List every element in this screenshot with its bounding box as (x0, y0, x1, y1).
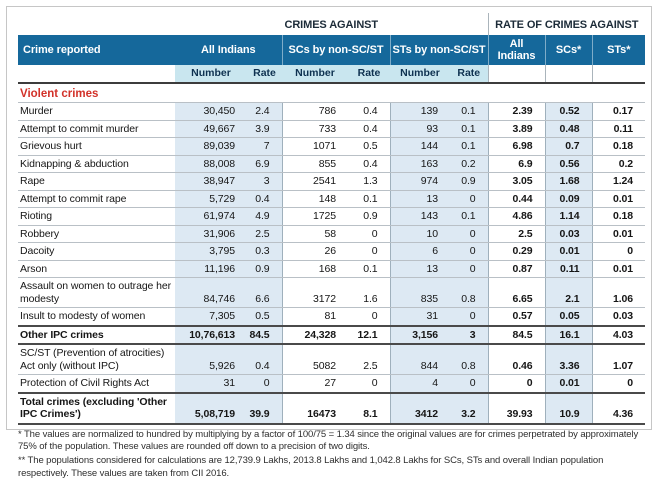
subheader-all-indians-number: Number (175, 65, 247, 83)
cell-rate-scs: 16.1 (545, 326, 592, 345)
footnote-normalization: * The values are normalized to hundred by multiplying by a factor of 100/75 = 1.34 since the original values are for crimes perpetrated by approximately 75% of the population. These values are rounded off down to a precision of two digits. (18, 428, 639, 452)
table-row (18, 208, 645, 226)
cell-rate-all-indians: 2.39 (488, 103, 545, 121)
cell-all-indians-number: 5,08,719 (175, 393, 247, 424)
cell-scs-rate: 2.5 (348, 344, 390, 375)
crime-statistics-table (18, 13, 645, 425)
page-frame (6, 6, 652, 479)
cell-scs-number: 1725 (282, 208, 348, 226)
cell-sts-number: 844 (390, 344, 450, 375)
cell-rate-sts: 0.18 (592, 138, 645, 156)
row-label: Attempt to commit murder (18, 120, 175, 138)
cell-rate-all-indians: 3.05 (488, 173, 545, 191)
cell-rate-all-indians: 39.93 (488, 393, 545, 424)
subheader-blank-rate-scs (545, 65, 592, 83)
cell-sts-number: 31 (390, 308, 450, 326)
cell-rate-sts: 1.24 (592, 173, 645, 191)
cell-all-indians-number: 30,450 (175, 103, 247, 121)
column-header-crime-reported: Crime reported (18, 35, 175, 65)
footnote-populations: ** The populations considered for calculations are 12,739.9 Lakhs, 2013.8 Lakhs and 1,042.8 Lakhs for SCs, STs and overall Indian population respectively. These values are taken from CII 2016. (18, 455, 604, 479)
cell-scs-number: 786 (282, 103, 348, 121)
cell-rate-all-indians: 0.87 (488, 260, 545, 278)
cell-sts-number: 4 (390, 375, 450, 393)
subheader-all-indians-rate: Rate (247, 65, 282, 83)
table-row (18, 225, 645, 243)
subheader-scs-number: Number (282, 65, 348, 83)
cell-scs-number: 26 (282, 243, 348, 261)
cell-rate-sts: 1.06 (592, 278, 645, 308)
cell-scs-number: 733 (282, 120, 348, 138)
cell-sts-rate: 0.1 (450, 208, 488, 226)
table-row (18, 120, 645, 138)
cell-sts-rate: 0.1 (450, 103, 488, 121)
cell-all-indians-rate: 84.5 (247, 326, 282, 345)
cell-scs-number: 27 (282, 375, 348, 393)
cell-sts-number: 3,156 (390, 326, 450, 345)
cell-rate-scs: 0.01 (545, 243, 592, 261)
cell-all-indians-rate: 0.4 (247, 344, 282, 375)
group-header-rate-of-crimes: RATE OF CRIMES AGAINST (488, 13, 645, 35)
cell-rate-sts: 0.01 (592, 260, 645, 278)
table-row (18, 308, 645, 326)
row-label: Other IPC crimes (18, 326, 175, 345)
cell-rate-scs: 0.56 (545, 155, 592, 173)
cell-rate-scs: 1.68 (545, 173, 592, 191)
cell-scs-rate: 0 (348, 225, 390, 243)
cell-scs-number: 58 (282, 225, 348, 243)
cell-scs-number: 168 (282, 260, 348, 278)
cell-all-indians-number: 5,729 (175, 190, 247, 208)
row-label: Kidnapping & abduction (18, 155, 175, 173)
cell-rate-sts: 4.36 (592, 393, 645, 424)
cell-rate-sts: 0.01 (592, 190, 645, 208)
cell-rate-all-indians: 6.9 (488, 155, 545, 173)
cell-rate-all-indians: 0.44 (488, 190, 545, 208)
cell-sts-rate: 3.2 (450, 393, 488, 424)
row-label: Rioting (18, 208, 175, 226)
table-body (18, 103, 645, 424)
cell-rate-all-indians: 84.5 (488, 326, 545, 345)
cell-all-indians-number: 88,008 (175, 155, 247, 173)
cell-rate-all-indians: 6.98 (488, 138, 545, 156)
cell-sts-rate: 0.8 (450, 278, 488, 308)
cell-scs-rate: 0.9 (348, 208, 390, 226)
cell-scs-rate: 0.4 (348, 103, 390, 121)
cell-sts-rate: 0 (450, 260, 488, 278)
cell-sts-number: 139 (390, 103, 450, 121)
cell-rate-sts: 1.07 (592, 344, 645, 375)
cell-rate-all-indians: 3.89 (488, 120, 545, 138)
table-row (18, 155, 645, 173)
row-label: Insult to modesty of women (18, 308, 175, 326)
cell-all-indians-rate: 6.6 (247, 278, 282, 308)
cell-rate-sts: 0 (592, 375, 645, 393)
cell-all-indians-number: 31 (175, 375, 247, 393)
cell-all-indians-rate: 0.9 (247, 260, 282, 278)
cell-scs-rate: 0.1 (348, 260, 390, 278)
cell-scs-rate: 0 (348, 375, 390, 393)
row-label: Protection of Civil Rights Act (18, 375, 175, 393)
cell-all-indians-number: 3,795 (175, 243, 247, 261)
cell-rate-sts: 0.2 (592, 155, 645, 173)
cell-all-indians-number: 89,039 (175, 138, 247, 156)
cell-all-indians-rate: 0.4 (247, 190, 282, 208)
cell-rate-sts: 0.17 (592, 103, 645, 121)
cell-rate-sts: 0.03 (592, 308, 645, 326)
cell-all-indians-rate: 0 (247, 375, 282, 393)
cell-sts-rate: 0.9 (450, 173, 488, 191)
cell-all-indians-rate: 39.9 (247, 393, 282, 424)
cell-scs-rate: 0.4 (348, 120, 390, 138)
cell-rate-scs: 0.7 (545, 138, 592, 156)
section-header-row (18, 83, 645, 103)
cell-scs-rate: 8.1 (348, 393, 390, 424)
cell-rate-scs: 2.1 (545, 278, 592, 308)
cell-sts-number: 974 (390, 173, 450, 191)
subheader-sts-rate: Rate (450, 65, 488, 83)
cell-all-indians-number: 10,76,613 (175, 326, 247, 345)
cell-sts-number: 144 (390, 138, 450, 156)
cell-scs-number: 855 (282, 155, 348, 173)
row-label: Rape (18, 173, 175, 191)
cell-all-indians-rate: 2.5 (247, 225, 282, 243)
table-row (18, 138, 645, 156)
cell-sts-number: 13 (390, 190, 450, 208)
cell-sts-rate: 0 (450, 190, 488, 208)
column-header-rate-all-indians: All Indians (488, 35, 545, 65)
row-label: Total crimes (excluding 'Other IPC Crimes') (18, 393, 175, 424)
table-row (18, 326, 645, 345)
cell-all-indians-rate: 4.9 (247, 208, 282, 226)
row-label: Murder (18, 103, 175, 121)
group-header-spacer (18, 13, 175, 35)
cell-all-indians-rate: 2.4 (247, 103, 282, 121)
subheader-blank-rate-sts (592, 65, 645, 83)
table-row (18, 260, 645, 278)
cell-scs-number: 1071 (282, 138, 348, 156)
cell-rate-scs: 0.03 (545, 225, 592, 243)
cell-rate-scs: 10.9 (545, 393, 592, 424)
cell-sts-number: 6 (390, 243, 450, 261)
cell-rate-scs: 3.36 (545, 344, 592, 375)
cell-scs-number: 3172 (282, 278, 348, 308)
cell-all-indians-rate: 0.5 (247, 308, 282, 326)
cell-sts-number: 143 (390, 208, 450, 226)
cell-all-indians-rate: 7 (247, 138, 282, 156)
cell-rate-sts: 0.11 (592, 120, 645, 138)
cell-all-indians-number: 61,974 (175, 208, 247, 226)
cell-rate-scs: 0.05 (545, 308, 592, 326)
cell-rate-scs: 0.11 (545, 260, 592, 278)
column-header-scs-by-non-scst: SCs by non-SC/ST (282, 35, 390, 65)
subheader-spacer (18, 65, 175, 83)
cell-rate-all-indians: 0 (488, 375, 545, 393)
cell-sts-rate: 3 (450, 326, 488, 345)
subheader-sts-number: Number (390, 65, 450, 83)
cell-scs-rate: 12.1 (348, 326, 390, 345)
column-header-sts-by-non-scst: STs by non-SC/ST (390, 35, 488, 65)
cell-rate-sts: 4.03 (592, 326, 645, 345)
subheader-scs-rate: Rate (348, 65, 390, 83)
row-label: Robbery (18, 225, 175, 243)
cell-scs-number: 5082 (282, 344, 348, 375)
cell-all-indians-rate: 3.9 (247, 120, 282, 138)
cell-scs-rate: 1.6 (348, 278, 390, 308)
table-row (18, 278, 645, 308)
cell-all-indians-number: 5,926 (175, 344, 247, 375)
cell-rate-scs: 0.52 (545, 103, 592, 121)
cell-scs-number: 24,328 (282, 326, 348, 345)
table-row (18, 393, 645, 424)
cell-all-indians-rate: 0.3 (247, 243, 282, 261)
cell-sts-rate: 0 (450, 225, 488, 243)
table-row (18, 190, 645, 208)
cell-rate-scs: 0.01 (545, 375, 592, 393)
column-header-rate-scs: SCs* (545, 35, 592, 65)
row-label: Arson (18, 260, 175, 278)
cell-rate-all-indians: 0.29 (488, 243, 545, 261)
column-header-all-indians: All Indians (175, 35, 282, 65)
cell-sts-rate: 0 (450, 375, 488, 393)
cell-rate-all-indians: 6.65 (488, 278, 545, 308)
cell-sts-number: 163 (390, 155, 450, 173)
cell-rate-sts: 0 (592, 243, 645, 261)
group-header-row (18, 13, 645, 35)
column-header-rate-sts: STs* (592, 35, 645, 65)
subheader-row (18, 65, 645, 83)
cell-rate-scs: 0.09 (545, 190, 592, 208)
column-header-row (18, 35, 645, 65)
row-label: Assault on women to outrage her modesty (18, 278, 175, 308)
cell-scs-rate: 0 (348, 308, 390, 326)
cell-scs-rate: 0 (348, 243, 390, 261)
subheader-blank-rate-all-indians (488, 65, 545, 83)
table-row (18, 375, 645, 393)
cell-rate-sts: 0.18 (592, 208, 645, 226)
row-label: Attempt to commit rape (18, 190, 175, 208)
cell-rate-sts: 0.01 (592, 225, 645, 243)
cell-sts-number: 10 (390, 225, 450, 243)
cell-all-indians-number: 38,947 (175, 173, 247, 191)
cell-scs-number: 148 (282, 190, 348, 208)
cell-scs-number: 16473 (282, 393, 348, 424)
table-row (18, 344, 645, 375)
cell-sts-number: 13 (390, 260, 450, 278)
cell-scs-number: 2541 (282, 173, 348, 191)
row-label: Dacoity (18, 243, 175, 261)
cell-sts-rate: 0 (450, 243, 488, 261)
row-label: Grievous hurt (18, 138, 175, 156)
cell-scs-rate: 0.4 (348, 155, 390, 173)
table-row (18, 243, 645, 261)
cell-sts-rate: 0.8 (450, 344, 488, 375)
footnotes (18, 429, 640, 480)
cell-scs-rate: 1.3 (348, 173, 390, 191)
cell-all-indians-number: 11,196 (175, 260, 247, 278)
cell-sts-rate: 0.1 (450, 120, 488, 138)
cell-sts-rate: 0.2 (450, 155, 488, 173)
cell-sts-number: 93 (390, 120, 450, 138)
cell-sts-number: 3412 (390, 393, 450, 424)
cell-scs-number: 81 (282, 308, 348, 326)
group-header-crimes-against: CRIMES AGAINST (175, 13, 488, 35)
cell-rate-all-indians: 0.46 (488, 344, 545, 375)
cell-rate-all-indians: 2.5 (488, 225, 545, 243)
cell-sts-rate: 0.1 (450, 138, 488, 156)
cell-all-indians-rate: 6.9 (247, 155, 282, 173)
cell-all-indians-number: 84,746 (175, 278, 247, 308)
cell-rate-scs: 1.14 (545, 208, 592, 226)
table-row (18, 173, 645, 191)
cell-sts-number: 835 (390, 278, 450, 308)
cell-rate-all-indians: 4.86 (488, 208, 545, 226)
cell-rate-scs: 0.48 (545, 120, 592, 138)
cell-sts-rate: 0 (450, 308, 488, 326)
table-row (18, 103, 645, 121)
cell-scs-rate: 0.5 (348, 138, 390, 156)
row-label: SC/ST (Prevention of atrocities) Act only (without IPC) (18, 344, 175, 375)
cell-all-indians-number: 7,305 (175, 308, 247, 326)
section-label-violent-crimes: Violent crimes (18, 83, 645, 103)
cell-all-indians-number: 49,667 (175, 120, 247, 138)
cell-all-indians-rate: 3 (247, 173, 282, 191)
cell-rate-all-indians: 0.57 (488, 308, 545, 326)
cell-scs-rate: 0.1 (348, 190, 390, 208)
cell-all-indians-number: 31,906 (175, 225, 247, 243)
